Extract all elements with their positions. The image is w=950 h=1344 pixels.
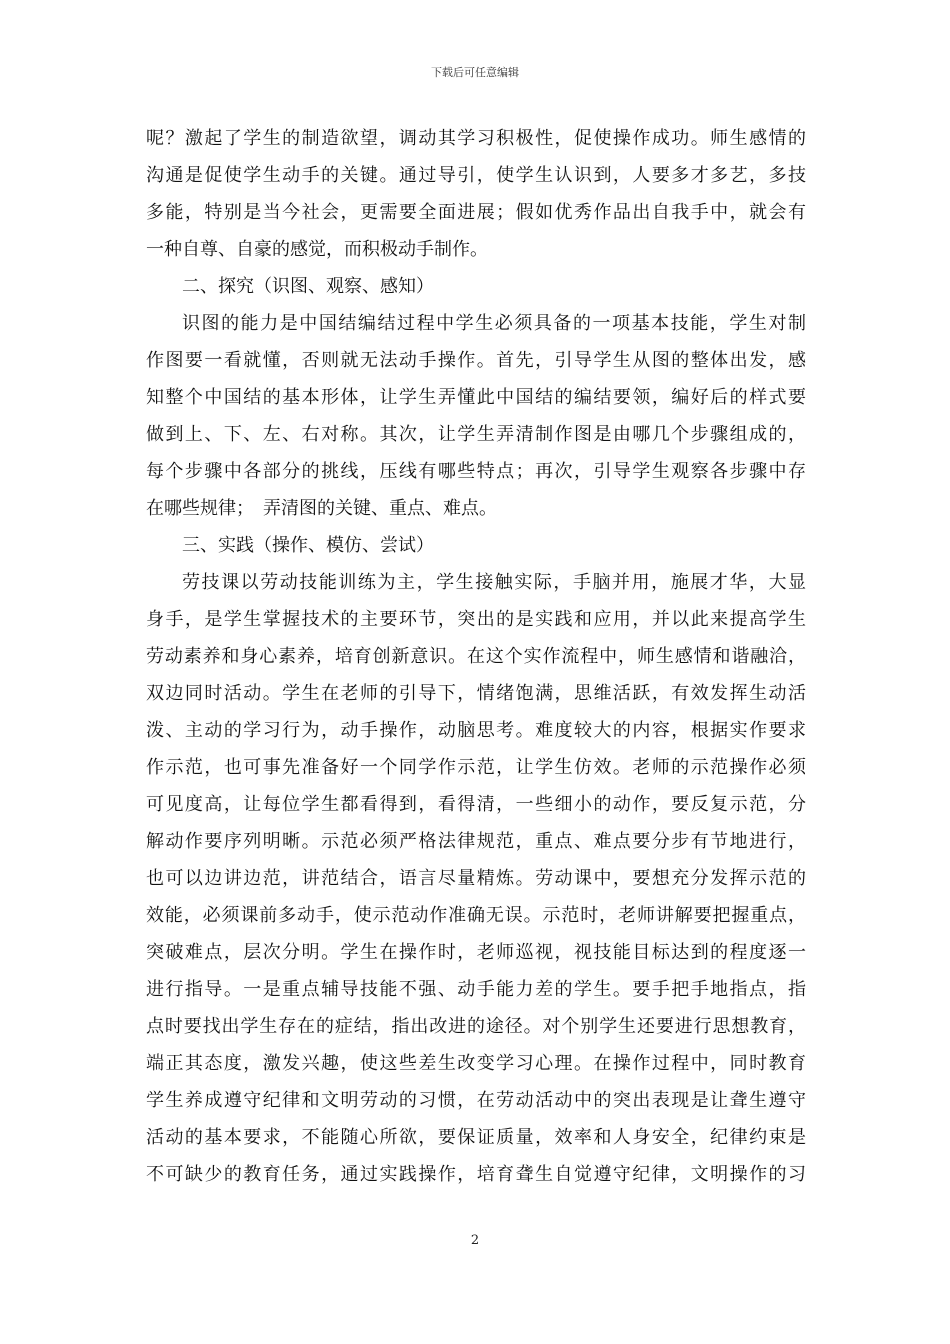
text-line: 也可以边讲边范，讲范结合，语言尽量精炼。劳动课中，要想充分发挥示范的: [146, 868, 806, 889]
text-line: 沟通是促使学生动手的关键。通过导引，使学生认识到，人要多才多艺，多技: [146, 165, 806, 186]
text-line: 一种自尊、自豪的感觉，而积极动手制作。: [146, 239, 488, 260]
text-line: 效能，必须课前多动手，使示范动作准确无误。示范时，老师讲解要把握重点，: [146, 905, 806, 926]
page-number: 2: [470, 1233, 480, 1248]
text-line: 可见度高，让每位学生都看得到，看得清，一些细小的动作，要反复示范，分: [146, 794, 806, 815]
text-line: 做到上、下、左、右对称。其次，让学生弄清制作图是由哪几个步骤组成的，: [146, 424, 806, 445]
text-line: 识图的能力是中国结编结过程中学生必须具备的一项基本技能，学生对制: [182, 313, 806, 334]
text-line: 呢？激起了学生的制造欲望，调动其学习积极性，促使操作成功。师生感情的: [146, 128, 806, 149]
text-line: 解动作要序列明晰。示范必须严格法律规范，重点、难点要分步有节地进行，: [146, 831, 806, 852]
text-line: 在哪些规律； 弄清图的关键、重点、难点。: [146, 498, 497, 519]
text-line: 劳动素养和身心素养，培育创新意识。在这个实作流程中，师生感情和谐融洽，: [146, 646, 806, 667]
text-line: 每个步骤中各部分的挑线，压线有哪些特点；再次，引导学生观察各步骤中存: [146, 461, 806, 482]
text-line: 知整个中国结的基本形体，让学生弄懂此中国结的编结要领，编好后的样式要: [146, 387, 806, 408]
text-line: 多能，特别是当今社会，更需要全面进展；假如优秀作品出自我手中，就会有: [146, 202, 806, 223]
text-line: 泼、主动的学习行为，动手操作，动脑思考。难度较大的内容，根据实作要求: [146, 720, 806, 741]
text-line: 双边同时活动。学生在老师的引导下，情绪饱满，思维活跃，有效发挥生动活: [146, 683, 806, 704]
document-body: [146, 120, 806, 1193]
text-line: 三、实践（操作、模仿、尝试）: [182, 535, 434, 556]
text-line: 进行指导。一是重点辅导技能不强、动手能力差的学生。要手把手地指点，指: [146, 979, 806, 1000]
text-line: 二、探究（识图、观察、感知）: [182, 276, 434, 297]
text-line: 身手，是学生掌握技术的主要环节，突出的是实践和应用，并以此来提高学生: [146, 609, 806, 630]
text-line: 点时要找出学生存在的症结，指出改进的途径。对个别学生还要进行思想教育，: [146, 1016, 806, 1037]
text-line: 活动的基本要求，不能随心所欲，要保证质量，效率和人身安全，纪律约束是: [146, 1127, 806, 1148]
text-line: 作图要一看就懂，否则就无法动手操作。首先，引导学生从图的整体出发，感: [146, 350, 806, 371]
text-line: 劳技课以劳动技能训练为主，学生接触实际，手脑并用，施展才华，大显: [182, 572, 806, 593]
text-line: 学生养成遵守纪律和文明劳动的习惯，在劳动活动中的突出表现是让聋生遵守: [146, 1090, 806, 1111]
text-line: 端正其态度，激发兴趣，使这些差生改变学习心理。在操作过程中，同时教育: [146, 1053, 806, 1074]
page-header: 下载后可任意编辑: [431, 66, 519, 79]
text-line: 不可缺少的教育任务，通过实践操作，培育聋生自觉遵守纪律，文明操作的习: [146, 1164, 806, 1185]
text-line: 突破难点，层次分明。学生在操作时，老师巡视，视技能目标达到的程度逐一: [146, 942, 806, 963]
text-line: 作示范，也可事先准备好一个同学作示范，让学生仿效。老师的示范操作必须: [146, 757, 806, 778]
